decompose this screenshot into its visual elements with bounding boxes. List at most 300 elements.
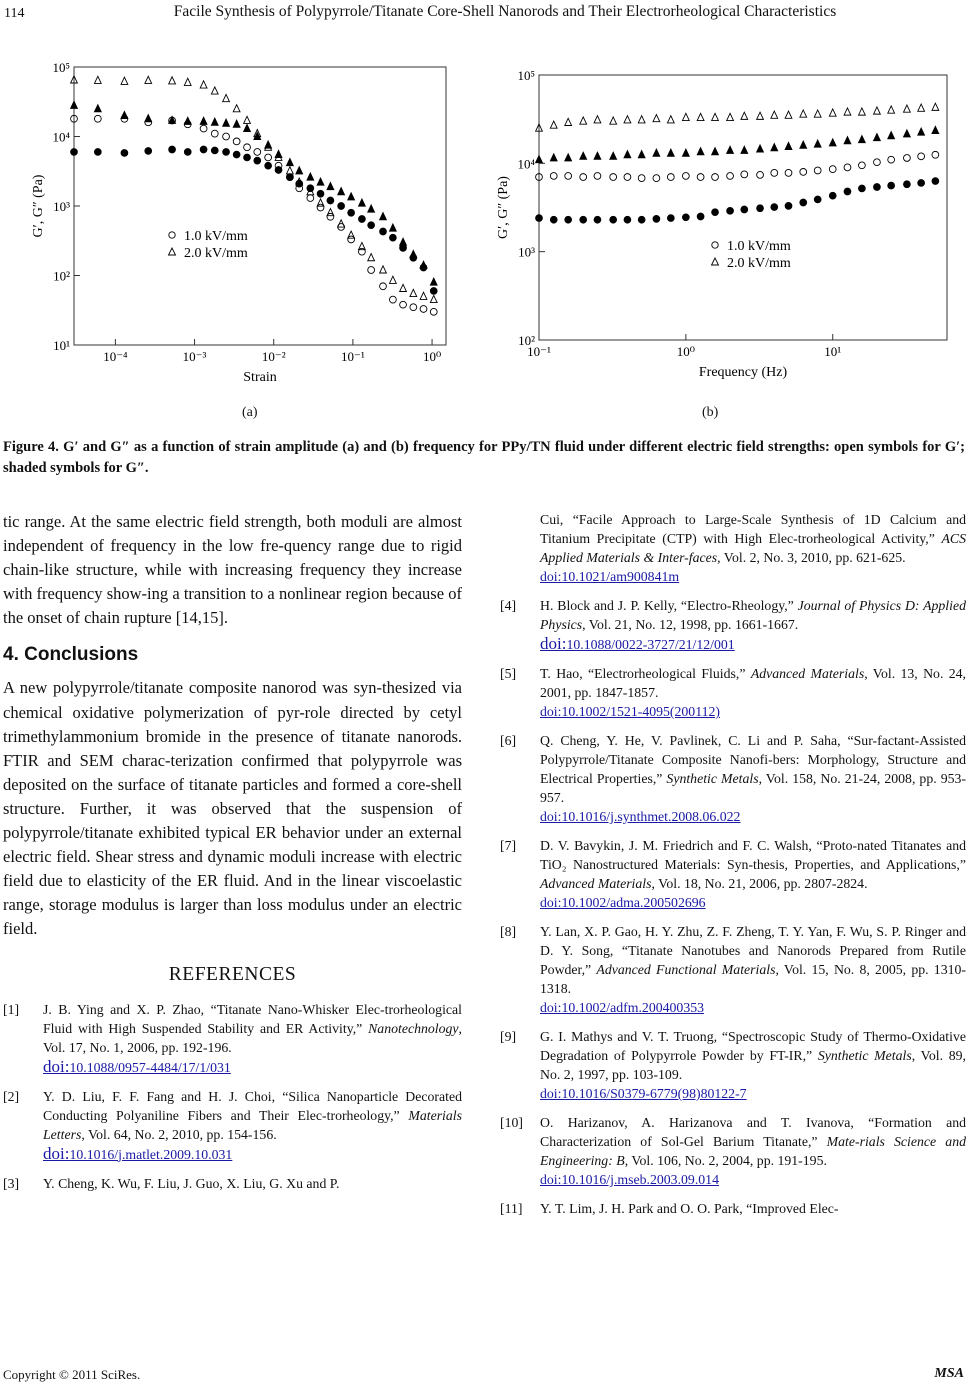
data-point — [121, 150, 128, 157]
data-point — [785, 142, 792, 149]
reference-text: G. I. Mathys and V. T. Truong, “Spectroscopic Study of Thermo-Oxidative Degradation of Polypyrrole Powder by FT-IR,” — [540, 1029, 966, 1063]
data-point — [550, 121, 557, 128]
data-point — [368, 267, 375, 274]
data-point — [400, 284, 407, 291]
figure-caption: Figure 4. G′ and G″ as a function of strain amplitude (a) and (b) frequency for PPy/TN fluid under different electric field strengths: open symbols for G′; shaded symbols for G″. — [3, 439, 965, 476]
data-point — [244, 116, 251, 123]
data-point — [667, 149, 674, 156]
data-point — [211, 147, 218, 154]
data-point — [327, 197, 334, 204]
data-point — [184, 149, 191, 156]
data-point — [727, 207, 734, 214]
x-tick-label: 10⁰ — [422, 349, 442, 364]
data-point — [145, 148, 152, 155]
doi-prefix: doi: — [43, 1143, 70, 1163]
data-point — [712, 148, 719, 155]
reference-item — [500, 1199, 966, 1218]
reference-text: Y. Lan, X. P. Gao, H. Y. Zhu, Z. F. Zheng, T. Y. Yan, F. Wu, S. P. Ringer and D. Y. Song, “Titanate Nanotubes and Nanorods Prepared from Rutile Powder,” — [540, 924, 966, 977]
data-point — [757, 205, 764, 212]
data-point — [265, 162, 272, 169]
reference-details: , Vol. 106, No. 2, 2004, pp. 191-195. — [624, 1153, 827, 1168]
data-point — [829, 109, 836, 116]
data-point — [400, 301, 407, 308]
data-point — [317, 178, 324, 185]
reference-item — [3, 1174, 462, 1193]
data-point — [771, 204, 778, 211]
legend-entry: 1.0 kV/mm — [727, 239, 791, 254]
data-point — [638, 175, 645, 182]
data-point — [904, 155, 911, 162]
data-point — [317, 204, 324, 211]
reference-journal: Materials Letters — [43, 1107, 462, 1142]
reference-item — [3, 1000, 462, 1077]
data-point — [244, 154, 251, 161]
data-point — [145, 76, 152, 83]
data-point — [874, 159, 881, 166]
reference-details: , Vol. 15, No. 8, 2005, pp. 1310-1318. — [540, 962, 966, 996]
reference-number: [4] — [500, 598, 517, 613]
reference-text: Y. Cheng, K. Wu, F. Liu, J. Guo, X. Liu, G. Xu and P. — [43, 1175, 340, 1191]
data-point — [610, 216, 617, 223]
reference-text: H. Block and J. P. Kelly, “Electro-Rheology,” — [540, 598, 798, 613]
left-column — [3, 510, 462, 1203]
reference-journal: Synthetic Metals — [666, 771, 759, 786]
doi-link[interactable] — [540, 1084, 966, 1103]
reference-details: , Vol. 21, No. 12, 1998, pp. 1661-1667. — [582, 617, 799, 632]
data-point — [71, 101, 78, 108]
data-point — [389, 276, 396, 283]
chart-strain-moduli — [0, 55, 470, 400]
y-tick-label: 10¹ — [53, 338, 70, 353]
data-point — [420, 292, 427, 299]
data-point — [254, 157, 261, 164]
running-title: Facile Synthesis of Polypyrrole/Titanate Core-Shell Nanorods and Their Electrorheological Characteristics — [173, 3, 837, 20]
data-point — [741, 171, 748, 178]
reference-text: Q. Cheng, Y. He, V. Pavlinek, C. Li and P. Saha, “Sur-factant-Assisted Polypyrrole/Titanate Composite Nanofi-bers: Morphology, Structure and Electrical Properties,” — [540, 733, 966, 786]
data-point — [200, 117, 207, 124]
reference-item — [3, 1087, 462, 1164]
reference-item — [500, 596, 966, 654]
data-point — [233, 138, 240, 145]
reference-details: , Vol. 64, No. 2, 2010, pp. 154-156. — [81, 1126, 277, 1142]
data-point — [741, 112, 748, 119]
data-point — [338, 188, 345, 195]
data-point — [565, 216, 572, 223]
data-point — [580, 174, 587, 181]
reference-journal: ACS Applied Materials & Inter-faces — [540, 531, 966, 565]
data-point — [430, 295, 437, 302]
reference-item — [500, 836, 966, 912]
data-point — [594, 116, 601, 123]
data-point — [71, 149, 78, 156]
x-tick-label: 10⁻¹ — [341, 349, 365, 364]
y-axis-label: G′, G″ (Pa) — [496, 176, 511, 239]
doi-link[interactable] — [540, 702, 966, 721]
x-tick-label: 10⁻¹ — [527, 344, 551, 359]
data-point — [420, 306, 427, 313]
legend-entry: 2.0 kV/mm — [727, 256, 791, 271]
data-point — [932, 178, 939, 185]
data-point — [829, 192, 836, 199]
data-point — [200, 81, 207, 88]
data-point — [94, 76, 101, 83]
reference-text: J. B. Ying and X. P. Zhao, “Titanate Nano-Whisker Elec-trorheological Fluid with High Suspended Stability and ER Activity,” — [43, 1001, 462, 1036]
data-point — [380, 283, 387, 290]
reference-item — [500, 922, 966, 1017]
data-point — [904, 181, 911, 188]
reference-journal: Advanced Materials — [750, 666, 865, 681]
data-point — [771, 144, 778, 151]
data-point — [348, 209, 355, 216]
data-point — [727, 146, 734, 153]
data-point — [682, 173, 689, 180]
data-point — [275, 167, 282, 174]
data-point — [389, 234, 396, 241]
data-point — [932, 126, 939, 133]
data-point — [874, 107, 881, 114]
data-point — [727, 113, 734, 120]
data-point — [200, 125, 207, 132]
data-point — [536, 215, 543, 222]
reference-text: Y. T. Lim, J. H. Park and O. O. Park, “Improved Elec- — [540, 1201, 839, 1216]
reference-number: [8] — [500, 924, 517, 939]
data-point — [771, 111, 778, 118]
data-point — [653, 215, 660, 222]
data-point — [169, 77, 176, 84]
data-point — [814, 140, 821, 147]
data-point — [888, 106, 895, 113]
data-point — [184, 78, 191, 85]
data-point — [594, 173, 601, 180]
data-point — [223, 133, 230, 140]
data-point — [550, 173, 557, 180]
data-point — [814, 196, 821, 203]
data-point — [697, 113, 704, 120]
data-point — [286, 167, 293, 174]
data-point — [757, 112, 764, 119]
data-point — [254, 132, 261, 139]
journal-abbrev: MSA — [934, 1366, 964, 1381]
reference-text: D. V. Bavykin, J. M. Friedrich and F. C. Walsh, “Proto-nated Titanates and TiO₂ Nanostructured Materials: Syn-thesis, Properties, and Applications,” — [540, 838, 966, 872]
reference-journal: Nanotechnology — [368, 1020, 459, 1036]
doi-link[interactable] — [540, 893, 966, 912]
reference-list-left — [3, 1000, 462, 1193]
legend-open-triangle-icon — [712, 258, 719, 265]
data-point — [653, 149, 660, 156]
reference-journal: Mate-rials Science and Engineering: B — [540, 1134, 966, 1168]
data-point — [757, 171, 764, 178]
data-point — [389, 224, 396, 231]
data-point — [211, 118, 218, 125]
reference-details: , Vol. 18, No. 21, 2006, pp. 2807-2824. — [651, 876, 868, 891]
data-point — [814, 110, 821, 117]
data-point — [211, 87, 218, 94]
data-point — [430, 288, 437, 295]
y-tick-label: 10³ — [518, 244, 535, 260]
reference-item — [500, 1027, 966, 1103]
data-point — [233, 120, 240, 127]
data-point — [800, 168, 807, 175]
data-point — [741, 206, 748, 213]
reference-item — [500, 664, 966, 721]
x-tick-label: 10⁻⁴ — [103, 349, 128, 364]
data-point — [410, 304, 417, 311]
data-point — [223, 119, 230, 126]
data-point — [682, 113, 689, 120]
doi-value: doi:10.1016/j.mseb.2003.09.014 — [540, 1172, 719, 1187]
data-point — [904, 105, 911, 112]
reference-text: O. Harizanov, A. Harizanova and T. Ivanova, “Formation and Characterization of Sol-Gel Barium Titanate,” — [540, 1115, 966, 1149]
data-point — [610, 117, 617, 124]
reference-details: , Vol. 89, No. 2, 1997, pp. 103-109. — [540, 1048, 966, 1082]
doi-link[interactable] — [540, 998, 966, 1017]
data-point — [550, 154, 557, 161]
data-point — [327, 182, 334, 189]
data-point — [918, 153, 925, 160]
data-point — [741, 146, 748, 153]
data-point — [888, 132, 895, 139]
data-point — [169, 146, 176, 153]
data-point — [624, 151, 631, 158]
data-point — [932, 103, 939, 110]
data-point — [94, 149, 101, 156]
reference-number: [2] — [3, 1088, 20, 1104]
y-tick-label: 10⁴ — [52, 129, 70, 145]
data-point — [307, 195, 314, 202]
data-point — [223, 149, 230, 156]
data-point — [932, 151, 939, 158]
data-point — [858, 185, 865, 192]
data-point — [380, 266, 387, 273]
reference-journal: Advanced Materials — [540, 876, 652, 891]
reference-number: [3] — [3, 1175, 20, 1191]
data-point — [233, 105, 240, 112]
data-point — [594, 216, 601, 223]
data-point — [858, 162, 865, 169]
data-point — [211, 130, 218, 137]
data-point — [697, 148, 704, 155]
reference-number: [1] — [3, 1001, 20, 1017]
y-axis-label: G′, G″ (Pa) — [31, 174, 46, 238]
data-point — [223, 94, 230, 101]
page-number: 114 — [4, 6, 25, 21]
y-tick-label: 10⁴ — [517, 156, 535, 172]
reference-list-right — [500, 510, 966, 1218]
data-point — [653, 115, 660, 122]
doi-link[interactable] — [540, 807, 966, 826]
reference-text: Y. D. Liu, F. F. Fang and H. J. Choi, “Silica Nanoparticle Decorated Conducting Polyaniline Fibers and Their Elec-trorheology,” — [43, 1088, 462, 1123]
data-point — [368, 222, 375, 229]
data-point — [430, 308, 437, 315]
y-tick-label: 10³ — [53, 199, 70, 214]
reference-text: Cui, “Facile Approach to Large-Scale Synthesis of 1D Calcium and Titanium Precipitate (CTP) with High Elec-trorheological Activity,” — [540, 512, 966, 546]
reference-journal: Synthetic Metals — [817, 1048, 912, 1063]
data-point — [874, 184, 881, 191]
doi-value: 10.1088/0022-3727/21/12/001 — [566, 637, 735, 652]
doi-link[interactable] — [43, 1144, 462, 1164]
data-point — [565, 154, 572, 161]
reference-item — [500, 1113, 966, 1189]
doi-value: doi:10.1002/adfm.200400353 — [540, 1000, 705, 1015]
data-point — [785, 169, 792, 176]
data-point — [844, 108, 851, 115]
data-point — [565, 173, 572, 180]
y-tick-label: 10² — [518, 333, 535, 348]
data-point — [359, 216, 366, 223]
legend-entry: 1.0 kV/mm — [184, 229, 248, 244]
reference-number: [9] — [500, 1029, 517, 1044]
data-point — [410, 289, 417, 296]
data-point — [244, 124, 251, 131]
chart-frequency-moduli — [485, 55, 965, 400]
data-point — [265, 154, 272, 161]
data-point — [624, 216, 631, 223]
data-point — [233, 151, 240, 158]
data-point — [430, 278, 437, 285]
data-point — [169, 116, 176, 123]
reference-text: T. Hao, “Electrorheological Fluids,” — [540, 666, 751, 681]
data-point — [727, 173, 734, 180]
doi-prefix: doi: — [43, 1056, 70, 1076]
data-point — [121, 111, 128, 118]
data-point — [368, 254, 375, 261]
data-point — [697, 174, 704, 181]
x-tick-label: 10⁻³ — [182, 349, 207, 364]
doi-link[interactable] — [540, 1170, 966, 1189]
data-point — [610, 152, 617, 159]
x-axis-label: Strain — [243, 370, 277, 385]
data-point — [338, 203, 345, 210]
doi-value: doi:10.1002/1521-4095(200112) — [540, 704, 720, 719]
x-axis-label: Frequency (Hz) — [698, 365, 788, 380]
x-tick-label: 10⁰ — [676, 344, 695, 359]
doi-prefix: doi: — [540, 634, 567, 653]
data-point — [580, 152, 587, 159]
data-point — [800, 141, 807, 148]
data-point — [918, 104, 925, 111]
data-point — [94, 115, 101, 122]
data-point — [844, 164, 851, 171]
reference-journal: Advanced Functional Materials — [596, 962, 776, 977]
data-point — [368, 205, 375, 212]
data-point — [610, 174, 617, 181]
data-point — [667, 116, 674, 123]
reference-item — [500, 510, 966, 586]
reference-details: , Vol. 17, No. 1, 2006, pp. 192-196. — [43, 1020, 462, 1055]
data-point — [785, 111, 792, 118]
data-point — [712, 209, 719, 216]
data-point — [275, 150, 282, 157]
data-point — [858, 136, 865, 143]
legend-entry: 2.0 kV/mm — [184, 246, 248, 261]
reference-number: [6] — [500, 733, 517, 748]
data-point — [814, 167, 821, 174]
data-point — [844, 137, 851, 144]
plot-frame — [74, 67, 446, 345]
data-point — [638, 116, 645, 123]
x-tick-label: 10¹ — [824, 344, 842, 359]
data-point — [874, 134, 881, 141]
data-point — [785, 202, 792, 209]
data-point — [800, 110, 807, 117]
data-point — [712, 113, 719, 120]
doi-link[interactable] — [540, 567, 966, 586]
data-point — [94, 105, 101, 112]
data-point — [307, 173, 314, 180]
data-point — [904, 130, 911, 137]
reference-item — [500, 731, 966, 826]
doi-link[interactable] — [540, 634, 966, 654]
data-point — [380, 228, 387, 235]
data-point — [580, 216, 587, 223]
data-point — [800, 199, 807, 206]
data-point — [829, 166, 836, 173]
data-point — [389, 296, 396, 303]
doi-value: doi:10.1016/j.synthmet.2008.06.022 — [540, 809, 741, 824]
data-point — [653, 175, 660, 182]
y-tick-label: 10² — [53, 268, 70, 284]
data-point — [550, 216, 557, 223]
data-point — [400, 238, 407, 245]
data-point — [254, 149, 261, 156]
reference-details: , Vol. 2, No. 3, 2010, pp. 621-625. — [717, 550, 906, 565]
data-point — [682, 149, 689, 156]
reference-details: , Vol. 158, No. 21-24, 2008, pp. 953-957. — [540, 771, 966, 805]
data-point — [888, 156, 895, 163]
data-point — [624, 116, 631, 123]
panel-b-label: (b) — [702, 405, 719, 420]
reference-number: [7] — [500, 838, 517, 853]
data-point — [918, 180, 925, 187]
doi-link[interactable] — [43, 1057, 462, 1077]
data-point — [317, 190, 324, 197]
legend-open-circle-icon — [712, 242, 718, 248]
data-point — [667, 215, 674, 222]
data-point — [348, 193, 355, 200]
data-point — [638, 151, 645, 158]
copyright: Copyright © 2011 SciRes. — [3, 1367, 141, 1382]
references-heading: REFERENCES — [168, 963, 297, 985]
panel-a-label: (a) — [242, 405, 258, 420]
data-point — [565, 118, 572, 125]
data-point — [697, 213, 704, 220]
data-point — [594, 152, 601, 159]
doi-value: doi:10.1016/S0379-6779(98)80122-7 — [540, 1086, 747, 1101]
reference-details: , Vol. 13, No. 24, 2001, pp. 1847-1857. — [540, 666, 967, 700]
data-point — [244, 144, 251, 151]
data-point — [771, 169, 778, 176]
data-point — [121, 77, 128, 84]
conclusions-text: A new polypyrrole/titanate composite nanorod was syn-thesized via chemical oxidative polymerization of pyr-role directed by cetyl trimethylammonium bromide in the presence of titanate nanorods. FTIR and SEM charac-terization confirmed that polypyrrole was deposited on the surface of titanate particles and formed a core-shell structure. Further, it was observed that the suspension of polypyrrole/titanate exhibited typical ER behavior under an external electric field. Shear stress and dynamic moduli increase with electric field due to elasticity of the ER fluid. And in the linear viscoelastic range, storage modulus is larger than loss modulus under an electric field. — [3, 678, 462, 939]
legend — [712, 239, 791, 271]
data-point — [145, 115, 152, 122]
legend-open-circle-icon — [169, 232, 175, 238]
doi-value: 10.1016/j.matlet.2009.10.031 — [69, 1146, 233, 1162]
reference-journal: Journal of Physics D: Applied Physics — [540, 598, 966, 632]
reference-number: [11] — [500, 1201, 523, 1216]
x-tick-label: 10⁻² — [261, 349, 286, 364]
legend — [169, 229, 248, 261]
doi-value: doi:10.1021/am900841m — [540, 569, 680, 584]
data-point — [410, 250, 417, 257]
data-point — [712, 174, 719, 181]
legend-open-triangle-icon — [169, 248, 176, 255]
data-point — [286, 158, 293, 165]
y-tick-label: 10⁵ — [517, 68, 535, 83]
data-point — [184, 117, 191, 124]
reference-number: [10] — [500, 1115, 523, 1130]
doi-value: 10.1088/0957-4484/17/1/031 — [69, 1059, 231, 1075]
